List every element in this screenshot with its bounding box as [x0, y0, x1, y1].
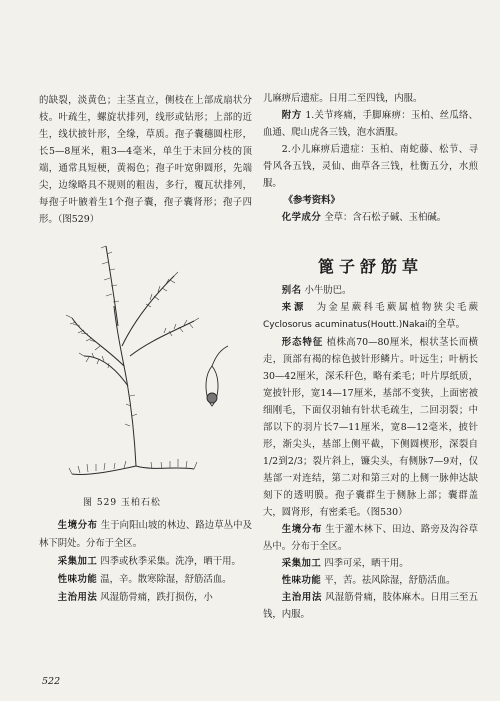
property-heading-2: 性味功能	[281, 575, 322, 586]
habitat-heading: 生境分布	[57, 520, 98, 531]
property-text-2: 平，苦。祛风除湿，舒筋活血。	[324, 575, 456, 586]
prescription-1: 1.关节疼痛，手脚麻痹：玉柏、丝瓜络、血通、爬山虎各三钱，泡水酒服。	[263, 110, 478, 138]
entry-title: 篦子舒筋草	[317, 257, 423, 276]
habitat-text: 生于向阳山坡的林边、路边草丛中及林下阴处。分布于全区。	[39, 520, 252, 549]
habitat-text-2: 生于灌木林下、田边、路旁及沟谷草丛中。分布于全区。	[263, 524, 478, 552]
description-paragraph: 的缺裂，淡黄色；主茎直立，侧枝在上部成扇状分枝。叶疏生，螺旋状排列，线形或钻形；上部的近生，线状披针形，全缘，草质。孢子囊穗圆柱形，长5—8厘米，粗3—4毫米，单生于末回分枝的顶端，通常具短梗，黄褐色；孢子叶宽卵圆形，先端尖，边缘略具不规则的粗齿，多行，覆瓦状排列，每孢子叶腋着生1个孢子囊，孢子囊肾形；孢子四形。（图529）	[39, 95, 252, 225]
figure-caption: 图 529 玉柏石松	[83, 498, 161, 508]
usage-heading: 主治用法	[57, 592, 98, 603]
usage-continued: 儿麻痹后遗症。日用二至四钱，内服。	[263, 93, 423, 104]
source-heading: 来源	[281, 302, 307, 313]
morphology-text: 植株高70—80厘米，根状茎长而横走，顶部有褐的棕色披针形鳞片。叶远生；叶柄长30—42厘米，深禾秆色，略有柔毛；叶片厚纸质，宽披针形，宽14—17厘米，基部不变狭，上面密被细刚毛，下面仅羽轴有针状毛疏生，二回羽裂；中部以下的羽片长7—11厘米，宽8—12毫米，披针形，渐尖头，基部上侧平截，下侧圆楔形，深裂自1/2到2/3；裂片斜上，镰尖头，有侧脉7—9对，仅基部一对连结，第二对和第三对的上侧一脉伸达缺刻下的透明膜。孢子囊群生于侧脉上部；囊群盖大，圆肾形，有密柔毛。（图530）	[263, 337, 478, 518]
collection-heading: 采集加工	[57, 556, 98, 567]
usage-text-2: 风湿筋骨痛，肢体麻木。日用三至五钱，内服。	[263, 592, 478, 620]
left-column-bottom	[39, 517, 252, 607]
source-end: 的全草。	[427, 319, 466, 330]
right-column-top	[263, 90, 478, 226]
chemistry-text: 全草：含石松子碱、玉柏碱。	[324, 212, 447, 223]
source-text: 为金星蕨科毛蕨属植物狭尖毛蕨	[316, 302, 478, 313]
alias-heading: 别名	[281, 285, 302, 296]
left-column-top	[39, 92, 252, 228]
usage-heading-2: 主治用法	[281, 592, 323, 603]
right-column-bottom	[263, 282, 478, 623]
alias-text: 小牛肋巴。	[304, 285, 352, 296]
plant-illustration	[44, 226, 244, 486]
chemistry-heading: 化学成分	[281, 212, 322, 223]
property-text: 温，辛。散寒除湿，舒筋活血。	[100, 574, 232, 585]
page-number: 522	[42, 676, 61, 687]
prescription-2: 2.小儿麻痹后遗症：玉柏、南蛇藤、松节、寻骨风各五钱，灵仙、曲草各三钱，杜衡五分，水煎服。	[263, 144, 478, 189]
property-heading: 性味功能	[57, 574, 98, 585]
usage-text: 风湿筋骨痛，跌打损伤，小	[100, 592, 213, 603]
collection-text: 四季或秋季采集。洗净，晒干用。	[100, 556, 241, 567]
collection-heading-2: 采集加工	[281, 558, 322, 569]
prescription-heading: 附方	[281, 110, 303, 121]
habitat-heading-2: 生境分布	[281, 524, 323, 535]
collection-text-2: 四季可采，晒干用。	[324, 558, 409, 569]
reference-heading: 《参考资料》	[283, 195, 340, 206]
latin-name: Cyclosorus acuminatus(Houtt.)Nakai	[263, 320, 428, 330]
morphology-heading: 形态特征	[281, 337, 324, 348]
